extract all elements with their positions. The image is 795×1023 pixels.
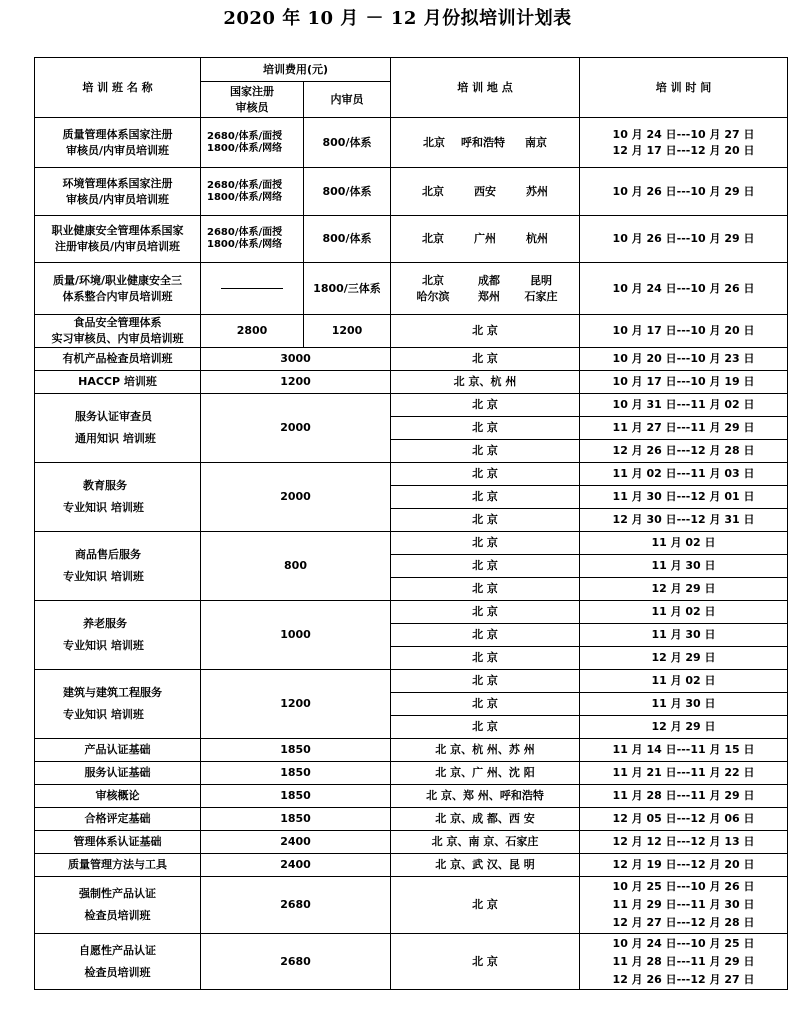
table-row [35, 854, 788, 877]
fee-internal: 800/体系 [304, 118, 391, 168]
training-time: 12 月 29 日 [580, 647, 788, 670]
text-line: 专业知识 培训班 [63, 708, 144, 721]
fee: 1850 [201, 739, 391, 762]
text-line: 专业知识 培训班 [63, 639, 144, 652]
text-line: 养老服务 [83, 617, 127, 630]
location: 北 京 [391, 624, 580, 647]
text-line: 建筑与建筑工程服务 [63, 686, 162, 699]
text-line: 质量/环境/职业健康安全三 [52, 273, 183, 287]
location: 北京 呼和浩特 南京 [391, 118, 580, 168]
course-name [35, 934, 201, 990]
text-line: 商品售后服务 [75, 548, 141, 561]
text-line: 质量管理体系国家注册 [62, 127, 173, 141]
fee: 1000 [201, 601, 391, 670]
training-time: 11 月 28 日---11 月 29 日 [580, 785, 788, 808]
table-row [35, 216, 788, 263]
training-time: 12 月 05 日---12 月 06 日 [580, 808, 788, 831]
table-row [35, 762, 788, 785]
course-name: 合格评定基础 [35, 808, 201, 831]
course-name [35, 877, 201, 934]
table-row [35, 785, 788, 808]
table-row [35, 463, 788, 486]
training-time: 11 月 02 日 [580, 601, 788, 624]
location: 北 京、郑 州、呼和浩特 [391, 785, 580, 808]
table-row [35, 877, 788, 934]
location: 北 京、武 汉、昆 明 [391, 854, 580, 877]
training-time: 11 月 02 日 [580, 670, 788, 693]
text-line: 2680/体系/面授 [207, 130, 283, 142]
training-time: 11 月 02 日 [580, 532, 788, 555]
fee: 1850 [201, 808, 391, 831]
table-row [35, 263, 788, 315]
fee-national [201, 168, 304, 216]
course-name [35, 315, 201, 348]
header-course-name: 培 训 班 名 称 [35, 58, 201, 118]
location: 北京 成都 昆明 哈尔滨 郑州 石家庄 [391, 263, 580, 315]
location: 北京 西安 苏州 [391, 168, 580, 216]
text-line: 1800/体系/网络 [207, 142, 283, 154]
header-location: 培 训 地 点 [391, 58, 580, 118]
table-row [35, 808, 788, 831]
training-time: 10 月 24 日---10 月 27 日 12 月 17 日---12 月 20 日 [580, 118, 788, 168]
training-time: 11 月 14 日---11 月 15 日 [580, 739, 788, 762]
location: 北 京 [391, 877, 580, 934]
course-name [35, 118, 201, 168]
header-fee-national [201, 82, 304, 118]
text-line: 体系整合内审员培训班 [62, 289, 173, 303]
training-time: 11 月 30 日 [580, 624, 788, 647]
training-time: 10 月 24 日---10 月 26 日 [580, 263, 788, 315]
text-line: 1800/体系/网络 [207, 239, 283, 250]
location: 北 京 [391, 647, 580, 670]
location: 北 京 [391, 463, 580, 486]
table-row [35, 394, 788, 417]
fee: 2000 [201, 394, 391, 463]
fee: 1850 [201, 762, 391, 785]
table-row [35, 118, 788, 168]
training-time: 10 月 26 日---10 月 29 日 [580, 168, 788, 216]
text-line: 专业知识 培训班 [63, 501, 144, 514]
training-time: 12 月 29 日 [580, 716, 788, 739]
text-line: 注册审核员/内审员培训班 [54, 240, 181, 253]
course-name: 审核概论 [35, 785, 201, 808]
fee-internal: 1800/三体系 [304, 263, 391, 315]
course-name [35, 601, 201, 670]
course-name [35, 263, 201, 315]
location: 北 京 [391, 394, 580, 417]
training-plan-table [34, 57, 788, 990]
training-time: 10 月 26 日---10 月 29 日 [580, 216, 788, 263]
course-name [35, 394, 201, 463]
page-title: 2020 年 10 月 － 12 月份拟培训计划表 [223, 8, 572, 29]
header-fee-internal: 内审员 [304, 82, 391, 118]
training-time: 11 月 30 日 [580, 693, 788, 716]
location: 北 京 [391, 417, 580, 440]
training-time: 10 月 31 日---11 月 02 日 [580, 394, 788, 417]
text-line: 专业知识 培训班 [63, 570, 144, 583]
course-name [35, 168, 201, 216]
training-time: 11 月 27 日---11 月 29 日 [580, 417, 788, 440]
location: 北 京 [391, 440, 580, 463]
text-line: 强制性产品认证 [79, 887, 156, 900]
text-line: 实习审核员、内审员培训班 [51, 332, 184, 345]
table-row [35, 934, 788, 990]
location: 北 京 [391, 555, 580, 578]
training-time: 12 月 19 日---12 月 20 日 [580, 854, 788, 877]
training-time: 10 月 25 日---10 月 26 日 11 月 29 日---11 月 30 日 12 月 27 日---12 月 28 日 [580, 877, 788, 934]
training-time: 10 月 20 日---10 月 23 日 [580, 348, 788, 371]
location: 北 京、成 都、西 安 [391, 808, 580, 831]
table-row [35, 831, 788, 854]
training-time: 11 月 21 日---11 月 22 日 [580, 762, 788, 785]
training-time: 12 月 29 日 [580, 578, 788, 601]
fee-national [201, 118, 304, 168]
text-line: 服务认证审查员 [75, 410, 152, 423]
training-time: 10 月 24 日---10 月 25 日 11 月 28 日---11 月 29 日 12 月 26 日---12 月 27 日 [580, 934, 788, 990]
course-name: 服务认证基础 [35, 762, 201, 785]
location: 北 京、杭 州 [391, 371, 580, 394]
course-name: 管理体系认证基础 [35, 831, 201, 854]
text-line: 通用知识 培训班 [75, 432, 156, 445]
course-name [35, 670, 201, 739]
location: 北 京 [391, 348, 580, 371]
training-time: 12 月 26 日---12 月 28 日 [580, 440, 788, 463]
text-line: 食品安全管理体系 [73, 316, 162, 329]
table-row [35, 168, 788, 216]
location: 北 京、广 州、沈 阳 [391, 762, 580, 785]
course-name: 有机产品检查员培训班 [35, 348, 201, 371]
text-line: 教育服务 [83, 479, 127, 492]
location: 北 京 [391, 693, 580, 716]
text-line: 检查员培训班 [84, 909, 151, 922]
training-time: 12 月 30 日---12 月 31 日 [580, 509, 788, 532]
course-name: HACCP 培训班 [35, 371, 201, 394]
course-name [35, 532, 201, 601]
fee-internal: 1200 [304, 315, 391, 348]
fee-national: 2800 [201, 315, 304, 348]
location: 北 京 [391, 578, 580, 601]
empty-dash [221, 288, 283, 289]
table-row [35, 532, 788, 555]
fee: 2680 [201, 877, 391, 934]
table-row [35, 315, 788, 348]
fee-internal: 800/体系 [304, 216, 391, 263]
fee: 1200 [201, 371, 391, 394]
fee: 2400 [201, 831, 391, 854]
location: 北 京、杭 州、苏 州 [391, 739, 580, 762]
location: 北 京 [391, 601, 580, 624]
fee: 1200 [201, 670, 391, 739]
fee: 2680 [201, 934, 391, 990]
header-time: 培 训 时 间 [580, 58, 788, 118]
course-name: 质量管理方法与工具 [35, 854, 201, 877]
header-fee: 培训费用(元) [201, 58, 391, 82]
training-time: 10 月 17 日---10 月 19 日 [580, 371, 788, 394]
fee: 2400 [201, 854, 391, 877]
table-row [35, 348, 788, 371]
fee: 1850 [201, 785, 391, 808]
text-line: 自愿性产品认证 [79, 943, 156, 957]
text-line: 职业健康安全管理体系国家 [51, 224, 184, 237]
fee-national [201, 216, 304, 263]
text-line: 环境管理体系国家注册 [62, 176, 173, 190]
location: 北 京 [391, 315, 580, 348]
table-row [35, 601, 788, 624]
training-time: 11 月 30 日---12 月 01 日 [580, 486, 788, 509]
location: 北 京 [391, 934, 580, 990]
table-row [35, 670, 788, 693]
location: 北京 广州 杭州 [391, 216, 580, 263]
training-time: 11 月 30 日 [580, 555, 788, 578]
location: 北 京 [391, 509, 580, 532]
location: 北 京 [391, 716, 580, 739]
course-name: 产品认证基础 [35, 739, 201, 762]
text-line: 1800/体系/网络 [207, 191, 283, 203]
course-name [35, 463, 201, 532]
text-line: 审核员/内审员培训班 [65, 143, 170, 157]
training-time: 10 月 17 日---10 月 20 日 [580, 315, 788, 348]
location: 北 京 [391, 670, 580, 693]
table-row [35, 739, 788, 762]
course-name [35, 216, 201, 263]
fee-national [201, 263, 304, 315]
text-line: 2680/体系/面授 [207, 227, 283, 238]
fee: 3000 [201, 348, 391, 371]
text-line: 检查员培训班 [84, 965, 151, 979]
text-line: 审核员/内审员培训班 [65, 192, 170, 206]
table-row [35, 371, 788, 394]
text-line: 2680/体系/面授 [207, 179, 283, 191]
training-time: 11 月 02 日---11 月 03 日 [580, 463, 788, 486]
text-line: 审核员 [235, 100, 269, 114]
location: 北 京 [391, 486, 580, 509]
location: 北 京 [391, 532, 580, 555]
fee-internal: 800/体系 [304, 168, 391, 216]
fee: 2000 [201, 463, 391, 532]
training-time: 12 月 12 日---12 月 13 日 [580, 831, 788, 854]
text-line: 国家注册 [230, 84, 274, 98]
fee: 800 [201, 532, 391, 601]
location: 北 京、南 京、石家庄 [391, 831, 580, 854]
